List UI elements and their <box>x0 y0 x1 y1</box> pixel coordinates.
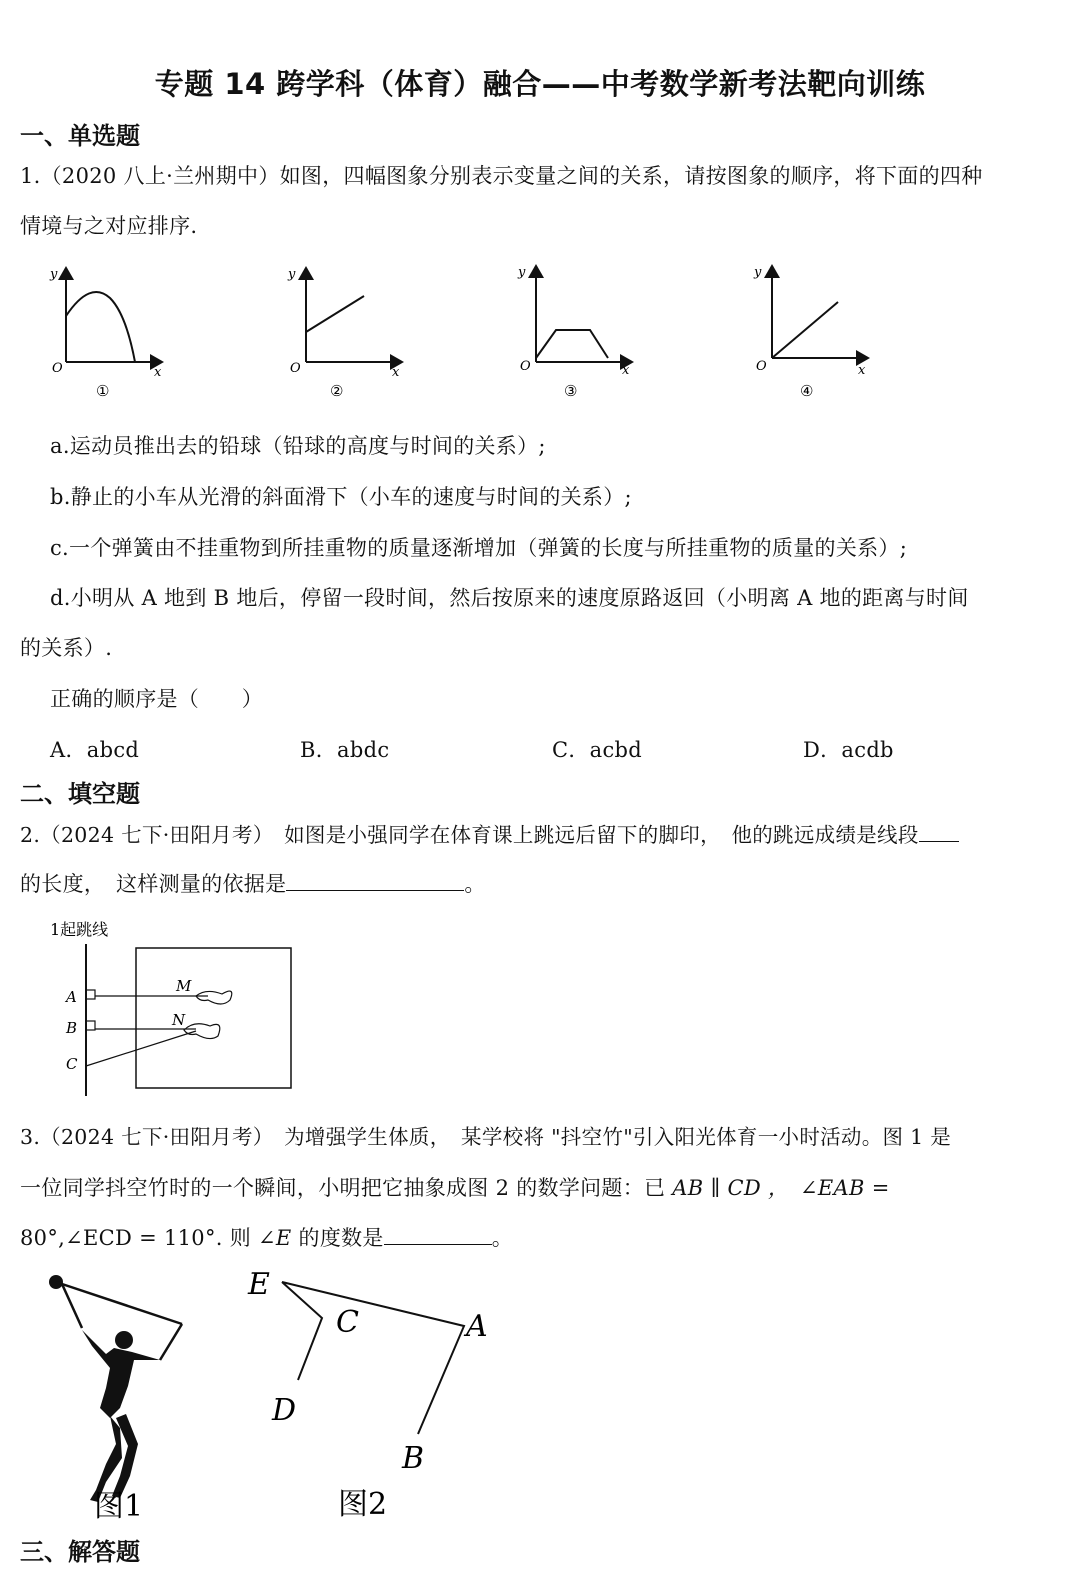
q2-line2-text: 的长度， 这样测量的依据是 <box>20 872 287 896</box>
q3-blank-answer[interactable] <box>384 1224 492 1245</box>
graph-2 <box>287 267 402 400</box>
q3-line3-angle-e: ∠E <box>258 1226 292 1250</box>
graph-4 <box>753 265 868 400</box>
q3-line3 <box>20 1222 513 1252</box>
q3-fig2-segment-EAB <box>282 1282 464 1434</box>
q3-fig2-label-C: C <box>336 1305 359 1340</box>
q2-blank-basis[interactable] <box>286 870 464 891</box>
q2-figure <box>46 914 306 1099</box>
q3-line3-math: 80°,∠ECD = 110°. <box>20 1226 223 1250</box>
q1-item-a: a.运动员推出去的铅球（铅球的高度与时间的关系）; <box>50 434 546 458</box>
q1-item-d-line1: d.小明从 A 地到 B 地后，停留一段时间，然后按原来的速度原路返回（小明离 A 地的距离与时间 <box>50 586 969 610</box>
q2-label-C: C <box>66 1055 78 1073</box>
q2-takeoff-line-caption: 1起跳线 <box>50 920 109 939</box>
q3-line2 <box>20 1172 890 1202</box>
q2-footprint-M <box>196 991 232 1004</box>
graph-1-number: ① <box>96 382 110 400</box>
q3-fig2-label-E: E <box>248 1267 270 1302</box>
graph-4-x-label: x <box>858 363 866 378</box>
q1-option-b[interactable]: B．abdc <box>300 738 390 762</box>
q2-sandpit <box>136 948 291 1088</box>
graph-4-origin: O <box>756 359 767 374</box>
q3-line1: 3.（2024 七下·田阳月考） 为增强学生体质， 某学校将 "抖空竹"引入阳光体育一小时活动。图 1 是 <box>20 1125 952 1149</box>
graph-3-trapezoid <box>536 330 608 358</box>
q3-line3-end: 。 <box>491 1226 514 1250</box>
graph-2-line <box>306 296 364 332</box>
graph-3-number: ③ <box>564 382 578 400</box>
graph-3-y-label: y <box>518 265 526 280</box>
graph-1 <box>49 267 162 400</box>
q1-option-c[interactable]: C．acbd <box>552 738 643 762</box>
q1-item-c: c.一个弹簧由不挂重物到所挂重物的质量逐渐增加（弹簧的长度与所挂重物的质量的关系）; <box>50 536 908 560</box>
q2-label-N: N <box>172 1011 186 1029</box>
q1-item-d-line2: 的关系）. <box>20 636 113 660</box>
q3-figure-1 <box>36 1268 206 1526</box>
q3-fig2-label-D: D <box>272 1393 297 1428</box>
graph-2-x-label: x <box>392 365 400 380</box>
q2-blank-segment[interactable] <box>919 821 959 842</box>
q1-graphs <box>40 258 900 408</box>
graph-4-y-label: y <box>754 265 762 280</box>
graph-4-number: ④ <box>800 382 814 400</box>
graph-3 <box>517 265 632 400</box>
graph-4-line <box>772 302 838 358</box>
q2-line1-text: 2.（2024 七下·田阳月考） 如图是小强同学在体育课上跳远后留下的脚印， 他的跳远成绩是线段 <box>20 823 919 847</box>
q3-line3-then: 则 <box>229 1226 252 1250</box>
q1-prompt: 正确的顺序是（ ） <box>50 687 263 711</box>
graph-2-number: ② <box>330 382 344 400</box>
q1-option-d[interactable]: D．acdb <box>803 738 894 762</box>
graph-1-y-label: y <box>50 267 58 282</box>
q2-line2 <box>20 868 486 898</box>
q2-label-M: M <box>176 977 192 995</box>
graph-2-y-label: y <box>288 267 296 282</box>
graph-1-origin: O <box>52 361 63 376</box>
q1-stem-line1: 1.（2020 八上·兰州期中）如图，四幅图象分别表示变量之间的关系，请按图象的顺序，将下面的四种 <box>20 164 983 188</box>
q2-line1 <box>20 818 959 848</box>
q1-item-b: b.静止的小车从光滑的斜面滑下（小车的速度与时间的关系）; <box>50 485 632 509</box>
q1-option-a[interactable]: A．abcd <box>50 738 140 762</box>
q2-segment-CN <box>86 1031 196 1066</box>
q3-fig2-caption: 图2 <box>338 1487 388 1522</box>
q1-stem-line2: 情境与之对应排序. <box>20 214 198 238</box>
graph-1-curve <box>66 292 135 362</box>
q3-fig2-label-A: A <box>466 1309 488 1344</box>
graph-2-origin: O <box>290 361 301 376</box>
graph-1-x-label: x <box>154 365 162 380</box>
q3-fig2-segment-ECD <box>282 1282 322 1380</box>
q2-line2-end: 。 <box>464 872 486 896</box>
q3-fig1-caption: 图1 <box>94 1489 144 1524</box>
section-heading-solution: 三、解答题 <box>20 1538 140 1566</box>
q3-fig2-label-B: B <box>402 1441 425 1476</box>
section-heading-fill-blank: 二、填空题 <box>20 780 140 808</box>
q2-label-B: B <box>66 1019 78 1037</box>
q3-line2-text: 一位同学抖空竹时的一个瞬间，小明把它抽象成图 2 的数学问题：已 <box>20 1176 666 1200</box>
graph-3-x-label: x <box>622 363 630 378</box>
q2-footprint-N <box>184 1024 220 1039</box>
q3-line2-math: AB ∥ CD ， ∠EAB = <box>672 1176 890 1200</box>
q3-figure-2 <box>240 1262 520 1524</box>
section-heading-single-choice: 一、单选题 <box>20 122 140 150</box>
player-head <box>115 1331 133 1349</box>
diabolo-string <box>56 1282 182 1324</box>
graph-3-origin: O <box>520 359 531 374</box>
q3-line3-text: 的度数是 <box>298 1226 384 1250</box>
q2-label-A: A <box>66 988 77 1006</box>
page-title: 专题 14 跨学科（体育）融合——中考数学新考法靶向训练 <box>154 67 926 101</box>
